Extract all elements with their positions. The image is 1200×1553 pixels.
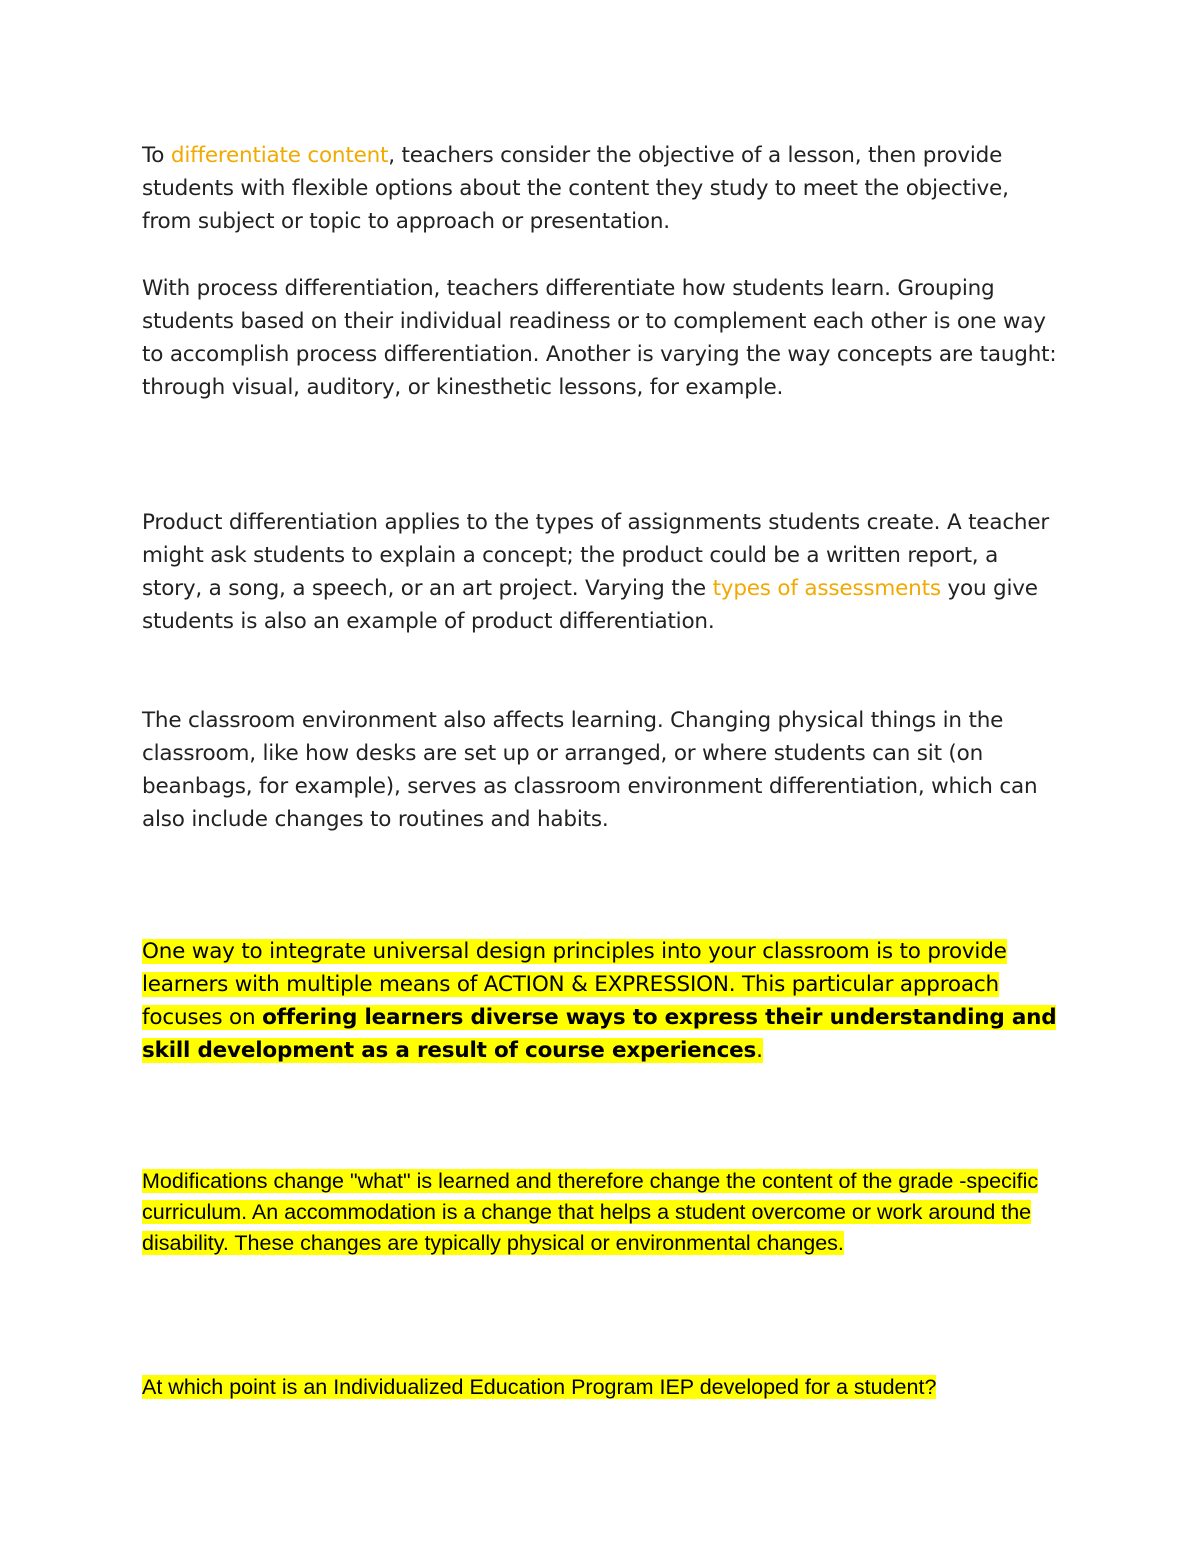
paragraph-content-differentiation	[142, 139, 1062, 238]
differentiate-content-link[interactable]: differentiate content	[170, 143, 389, 168]
highlight-lead-text: One way to integrate universal design principles into your classroom is to provide learners with multiple means of ACTION & EXPRESSION. This particular approach focuses on	[142, 939, 1007, 1030]
paragraph-environment-differentiation: The classroom environment also affects learning. Changing physical things in the classroom, like how desks are set up or arranged, or where students can sit (on beanbags, for example), serves as classroom environment differentiation, which can also include changes to routines and habits.	[142, 708, 1038, 832]
highlighted-paragraph-modifications	[142, 1166, 1042, 1259]
highlight-end-text: .	[756, 1038, 763, 1063]
paragraph-lead-text: Product differentiation applies to the types of assignments students create. A teacher might ask students to explain a concept; the product could be a written report, a story, a song, a speech, or an art project. Varying the	[142, 510, 1050, 601]
highlight-text: At which point is an Individualized Education Program IEP developed for a student?	[142, 1375, 937, 1399]
paragraph-lead-text: To	[142, 143, 171, 168]
paragraph-rest-text: you give students is also an example of product differentiation.	[142, 576, 1038, 634]
paragraph-rest-text: , teachers consider the objective of a lesson, then provide students with flexible options about the content they study to meet the objective, from subject or topic to approach or presentation.	[142, 143, 1009, 234]
types-of-assessments-link[interactable]: types of assessments	[712, 576, 941, 601]
paragraph-product-differentiation	[142, 506, 1062, 638]
highlight-text: Modifications change "what" is learned and therefore change the content of the grade -specific curriculum. An accommodation is a change that helps a student overcome or work around the disability. These changes are typically physical or environmental changes.	[142, 1169, 1039, 1255]
highlighted-question-iep	[142, 1372, 1042, 1403]
paragraph-process-differentiation: With process differentiation, teachers differentiate how students learn. Grouping students based on their individual readiness or to complement each other is one way to accomplish process differentiation. Another is varying the way concepts are taught: through visual, auditory, or kinesthetic lessons, for example.	[142, 276, 1057, 400]
highlight-bold-text: offering learners diverse ways to express their understanding and skill development as a result of course experiences	[142, 1005, 1057, 1063]
highlighted-paragraph-action-expression	[142, 935, 1062, 1067]
